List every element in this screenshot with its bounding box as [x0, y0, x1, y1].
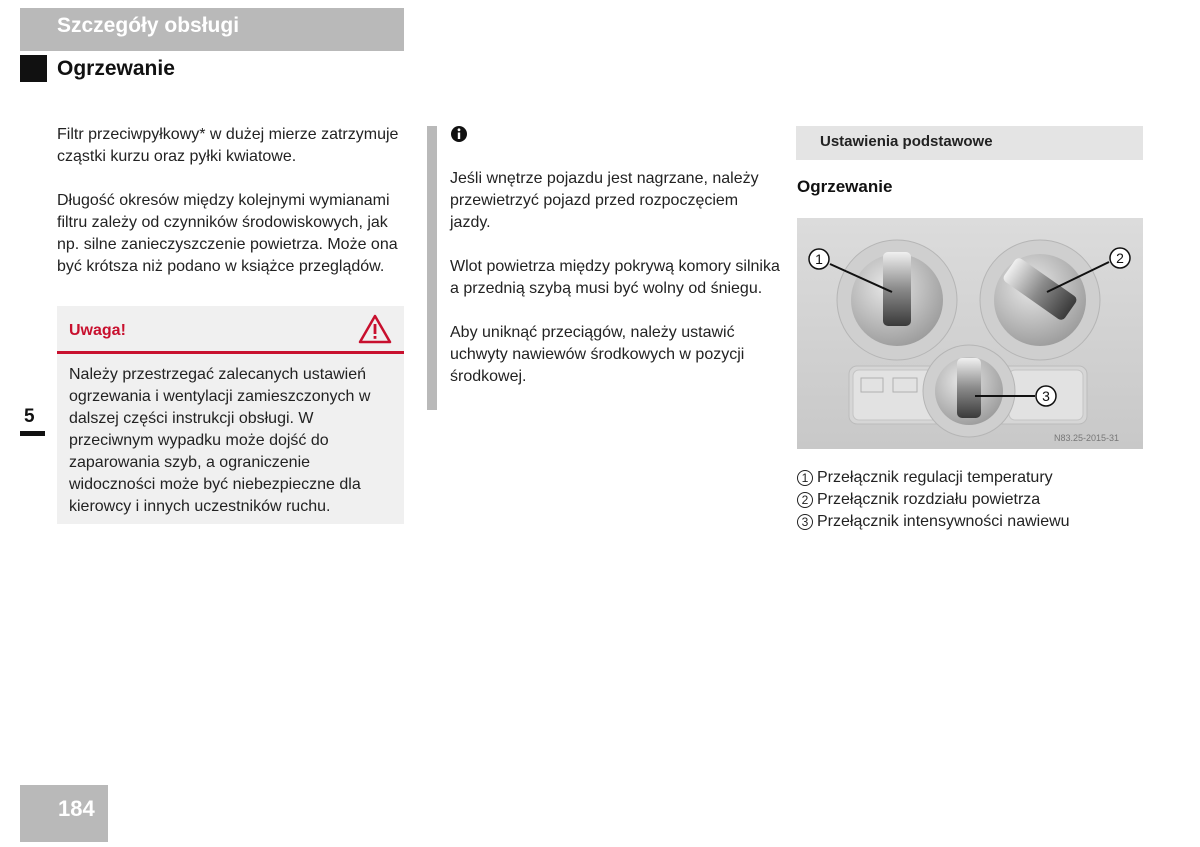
warning-header: [57, 306, 404, 354]
page-number: 184: [58, 796, 95, 821]
legend-text: Przełącznik intensywności nawiewu: [817, 513, 1070, 530]
legend-text: Przełącznik rozdziału powietrza: [817, 491, 1041, 508]
paragraph: Filtr przeciwpyłkowy* w dużej mierze zatrzymuje cząstki kurzu oraz pyłki kwiatowe.: [57, 126, 399, 165]
chapter-tab: [20, 405, 45, 436]
paragraph: Aby uniknąć przeciągów, należy ustawić uchwyty nawiewów środkowych w pozycji środkowej.: [450, 324, 745, 385]
legend-item: [797, 467, 1070, 489]
figure-legend: [797, 467, 1070, 533]
callout-2: 2: [1116, 250, 1124, 266]
legend-text: Przełącznik regulacji temperatury: [817, 469, 1053, 486]
info-icon: [450, 124, 468, 144]
paragraph: Długość okresów między kolejnymi wymianami filtru zależy od czynników środowiskowych, jak np. silne zanieczyszczenie powietrza. Może ona być krótsza niż podano w książce przeglądów.: [57, 192, 398, 275]
settings-label: Ustawienia podstawowe: [820, 133, 993, 150]
section-title: Szczegóły obsługi: [57, 14, 240, 37]
middle-column: [450, 168, 780, 410]
paragraph: Jeśli wnętrze pojazdu jest nagrzane, należy przewietrzyć pojazd przed rozpoczęciem jazdy.: [450, 170, 759, 231]
page-number-box: [20, 785, 108, 842]
warning-triangle-icon: [358, 314, 392, 344]
figure-code: N83.25-2015-31: [1054, 433, 1120, 443]
settings-bar: [796, 126, 1143, 160]
legend-number: 3: [797, 514, 813, 530]
legend-number: 2: [797, 492, 813, 508]
title-marker: [20, 55, 47, 82]
subsection-title: Ogrzewanie: [797, 177, 893, 196]
warning-text: Należy przestrzegać zalecanych ustawień ogrzewania i wentylacji zamieszczonych w dalszej części instrukcji obsługi. W przeciwnym wypadku może dojść do zaparowania szyb, a ograniczenie widoczności może być niebezpieczne dla kierowcy i innych uczestników ruchu.: [69, 366, 371, 515]
section-header: [20, 8, 404, 51]
legend-item: [797, 511, 1070, 533]
chapter-bar: [20, 431, 45, 436]
chapter-number: 5: [24, 406, 35, 427]
callout-3: 3: [1042, 388, 1050, 404]
heating-control-figure: [797, 218, 1143, 449]
legend-item: [797, 489, 1070, 511]
legend-number: 1: [797, 470, 813, 486]
page-title: Ogrzewanie: [57, 57, 175, 80]
paragraph: Wlot powietrza między pokrywą komory silnika a przednią szybą musi być wolny od śniegu.: [450, 258, 780, 297]
left-column: [57, 124, 404, 300]
callout-1: 1: [815, 251, 823, 267]
info-sidebar: [427, 126, 437, 410]
warning-label: Uwaga!: [69, 322, 126, 339]
warning-box: [57, 306, 404, 524]
